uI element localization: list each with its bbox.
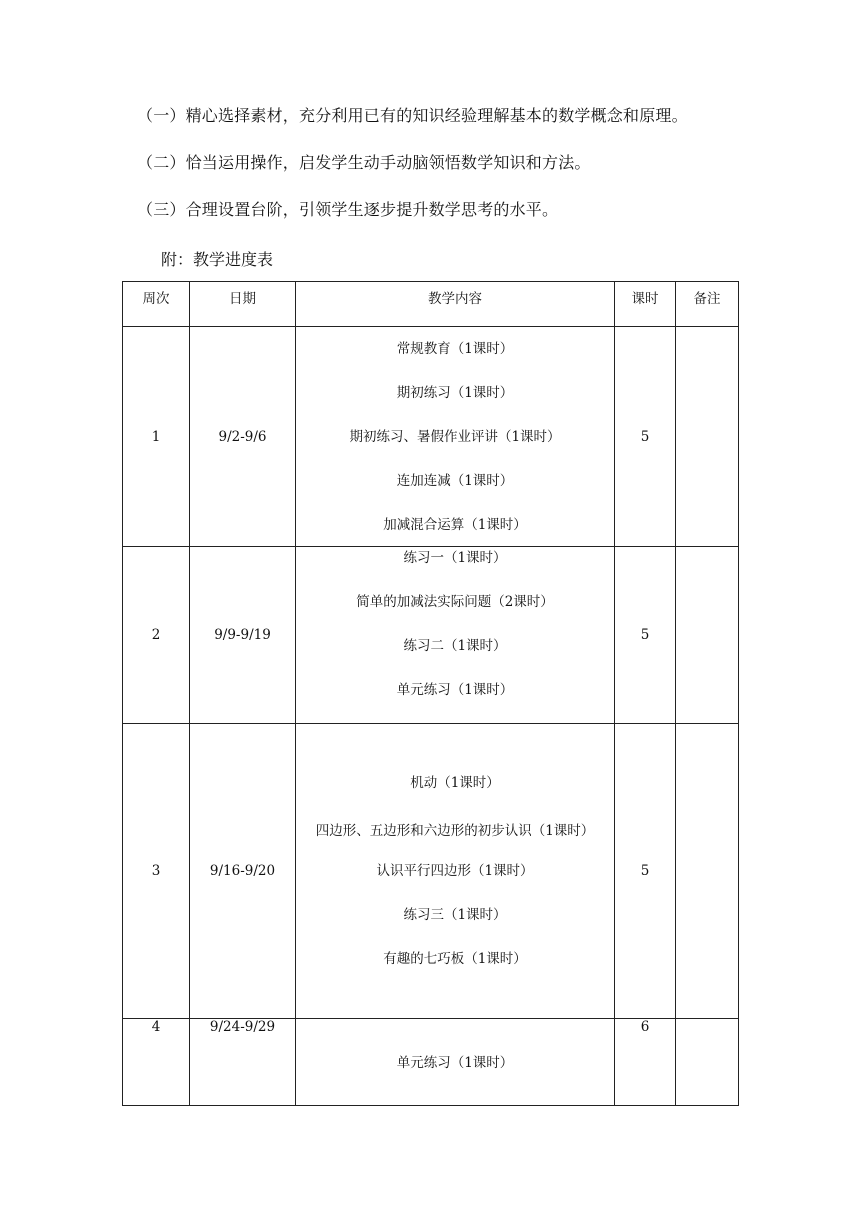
note-cell [676, 724, 739, 1019]
table-row [123, 547, 739, 724]
content-item: 认识平行四边形（1课时） [376, 863, 534, 879]
week-cell: 3 [123, 724, 190, 1019]
hours-cell: 5 [615, 724, 676, 1019]
content-cell [296, 1019, 615, 1106]
content-item: 连加连减（1课时） [396, 472, 514, 489]
content-item: 简单的加减法实际问题（2课时） [356, 594, 554, 610]
week-cell: 1 [123, 327, 190, 547]
content-item: 单元练习（1课时） [396, 1055, 514, 1071]
table-caption: 附：教学进度表 [161, 250, 274, 269]
content-item: 练习三（1课时） [403, 907, 507, 923]
date-cell: 9/24-9/29 [190, 1019, 296, 1106]
week-cell: 4 [123, 1019, 190, 1106]
content-item: 有趣的七巧板（1课时） [383, 951, 527, 967]
content-cell [296, 724, 615, 1019]
content-item: 期初练习、暑假作业评讲（1课时） [349, 428, 561, 445]
content-item: 机动（1课时） [410, 775, 500, 791]
date-cell: 9/16-9/20 [190, 724, 296, 1019]
week-cell: 2 [123, 547, 190, 724]
paragraph-2: （二）恰当运用操作，启发学生动手动脑领悟数学知识和方法。 [137, 153, 591, 172]
schedule-table [122, 281, 739, 1106]
header-date: 日期 [190, 282, 296, 327]
header-hours: 课时 [615, 282, 676, 327]
content-item: 期初练习（1课时） [396, 384, 514, 401]
content-item: 常规教育（1课时） [396, 340, 514, 357]
note-cell [676, 547, 739, 724]
hours-cell: 5 [615, 327, 676, 547]
date-cell: 9/9-9/19 [190, 547, 296, 724]
paragraph-3: （三）合理设置台阶，引领学生逐步提升数学思考的水平。 [137, 200, 559, 219]
table-row [123, 327, 739, 547]
content-item: 单元练习（1课时） [396, 682, 514, 698]
hours-cell: 5 [615, 547, 676, 724]
hours-cell: 6 [615, 1019, 676, 1106]
content-item: 练习二（1课时） [403, 638, 507, 654]
content-item: 加减混合运算（1课时） [383, 516, 527, 533]
table-row [123, 1019, 739, 1106]
content-cell [296, 547, 615, 724]
paragraph-1: （一）精心选择素材，充分利用已有的知识经验理解基本的数学概念和原理。 [137, 106, 688, 125]
content-item: 练习一（1课时） [403, 550, 507, 566]
content-item: 四边形、五边形和六边形的初步认识（1课时） [315, 823, 595, 839]
content-cell [296, 327, 615, 547]
table-header-row [123, 282, 739, 327]
header-note: 备注 [676, 282, 739, 327]
date-cell: 9/2-9/6 [190, 327, 296, 547]
header-week: 周次 [123, 282, 190, 327]
table-row [123, 724, 739, 1019]
note-cell [676, 1019, 739, 1106]
header-content: 教学内容 [296, 282, 615, 327]
note-cell [676, 327, 739, 547]
